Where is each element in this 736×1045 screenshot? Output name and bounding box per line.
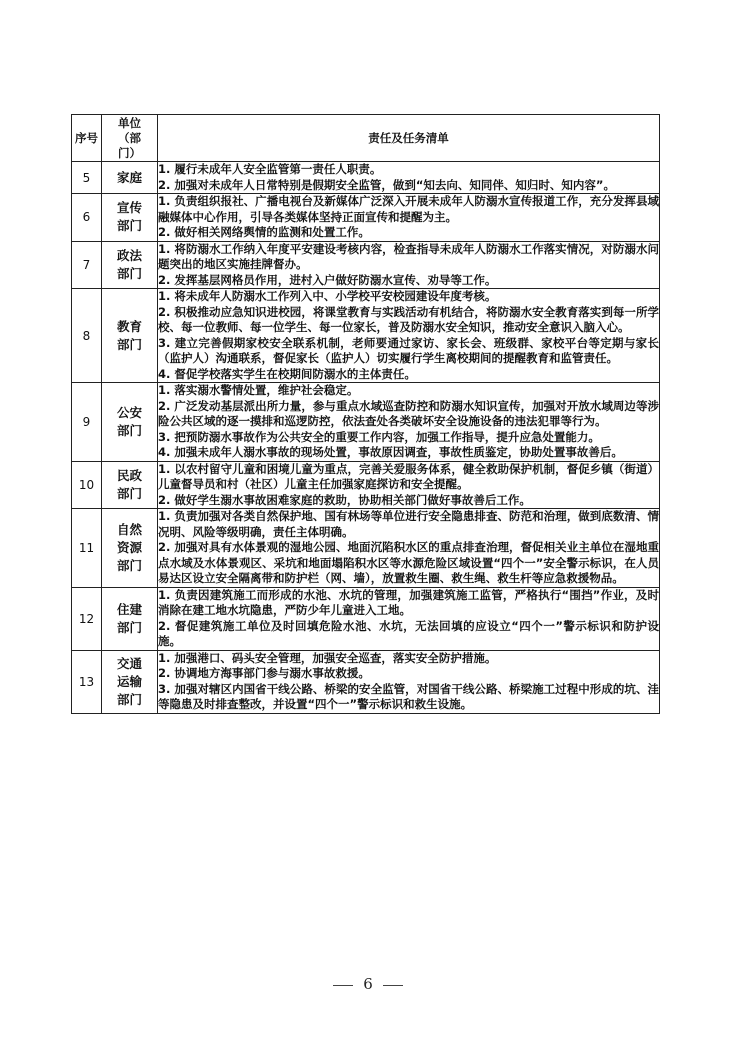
task-item: 2. 积极推动应急知识进校园，将课堂教育与实践活动有机结合，将防溺水安全教育落实到每一所学校、每一位教师、每一位学生、每一位家长，普及防溺水安全知识，推动安全意识入脑入心。 bbox=[158, 304, 659, 334]
row-seq: 6 bbox=[72, 194, 102, 242]
row-unit-label: 教育部门 bbox=[116, 318, 142, 352]
task-item: 1. 加强港口、码头安全管理，加强安全巡查，落实安全防护措施。 bbox=[158, 650, 497, 665]
row-unit-label: 自然资源部门 bbox=[116, 521, 142, 573]
task-item: 2. 广泛发动基层派出所力量，参与重点水域巡查防控和防溺水知识宣传，加强对开放水域周边等涉险公共区域的逐一摸排和巡逻防控，依法查处各类破坏安全设施设备的违法犯罪等行为。 bbox=[158, 398, 659, 428]
footer-dash-left bbox=[333, 985, 353, 986]
responsibility-table bbox=[71, 114, 660, 714]
row-tasks bbox=[158, 241, 660, 289]
task-item: 2. 加强对具有水体景观的湿地公园、地面沉陷积水区的重点排查治理，督促相关业主单位在湿地重点水域及水体景观区、采坑和地面塌陷积水区等水源危险区域设置“四个一”安全警示标识，在人员易达区设立安全隔离带和防护栏（网、墙），放置救生圈、救生绳、救生杆等应急救援物品。 bbox=[158, 540, 659, 585]
task-item: 3. 把预防溺水事故作为公共安全的重要工作内容，加强工作指导，提升应急处置能力。 bbox=[158, 429, 600, 444]
table-row bbox=[72, 289, 660, 383]
task-item: 4. 加强未成年人溺水事故的现场处置，事故原因调查，事故性质鉴定，协助处置事故善后。 bbox=[158, 445, 623, 459]
header-seq-label: 序号 bbox=[75, 130, 98, 145]
task-item: 1. 负责因建筑施工而形成的水池、水坑的管理，加强建筑施工监管，严格执行“围挡”作业，及时消除在建工地水坑隐患，严防少年儿童进入工地。 bbox=[158, 587, 659, 617]
table-row bbox=[72, 650, 660, 713]
row-seq: 7 bbox=[72, 241, 102, 289]
page-number: 6 bbox=[363, 975, 373, 993]
table-header-row bbox=[72, 115, 660, 162]
row-tasks bbox=[158, 194, 660, 242]
header-unit-label: 单位（部门） bbox=[118, 115, 141, 160]
row-unit-label: 公安部门 bbox=[116, 404, 142, 438]
row-unit bbox=[102, 509, 158, 588]
task-item: 3. 加强对辖区内国省干线公路、桥梁的安全监管，对国省干线公路、桥梁施工过程中形成的坑、洼等隐患及时排查整改，并设置“四个一”警示标识和救生设施。 bbox=[158, 681, 659, 711]
header-seq bbox=[72, 115, 102, 162]
row-seq: 12 bbox=[72, 587, 102, 650]
header-unit bbox=[102, 115, 158, 162]
page-footer bbox=[0, 975, 736, 993]
row-unit bbox=[102, 241, 158, 289]
row-tasks bbox=[158, 650, 660, 713]
row-seq: 9 bbox=[72, 383, 102, 462]
row-unit bbox=[102, 162, 158, 194]
row-unit bbox=[102, 194, 158, 242]
row-seq: 11 bbox=[72, 509, 102, 588]
row-unit-label: 政法部门 bbox=[116, 247, 142, 281]
row-seq: 13 bbox=[72, 650, 102, 713]
task-item: 1. 负责组织报社、广播电视台及新媒体广泛深入开展未成年人防溺水宣传报道工作，充分发挥县域融媒体中心作用，引导各类媒体坚持正面宣传和提醒为主。 bbox=[158, 194, 659, 224]
row-tasks bbox=[158, 509, 660, 588]
table-row bbox=[72, 162, 660, 194]
table-row bbox=[72, 587, 660, 650]
task-item: 2. 协调地方海事部门参与溺水事故救援。 bbox=[158, 666, 370, 680]
task-item: 2. 做好学生溺水事故困难家庭的救助，协助相关部门做好事故善后工作。 bbox=[158, 492, 531, 507]
row-unit-label: 宣传部门 bbox=[116, 200, 142, 234]
row-seq: 5 bbox=[72, 162, 102, 194]
row-unit bbox=[102, 461, 158, 509]
row-unit bbox=[102, 650, 158, 713]
task-item: 3. 建立完善假期家校安全联系机制，老师要通过家访、家长会、班级群、家校平台等定期与家长（监护人）沟通联系，督促家长（监护人）切实履行学生离校期间的提醒教育和监管责任。 bbox=[158, 335, 659, 365]
task-item: 1. 负责加强对各类自然保护地、国有林场等单位进行安全隐患排查、防范和治理，做到底数清、情况明、风险等级明确，责任主体明确。 bbox=[158, 509, 659, 539]
task-item: 1. 落实溺水警情处置，维护社会稳定。 bbox=[158, 383, 359, 397]
table-row bbox=[72, 383, 660, 462]
row-unit bbox=[102, 289, 158, 383]
header-tasks: 责任及任务清单 bbox=[158, 115, 660, 162]
footer-dash-right bbox=[383, 985, 403, 986]
task-item: 2. 发挥基层网格员作用，进村入户做好防溺水宣传、劝导等工作。 bbox=[158, 272, 497, 287]
row-unit-label: 家庭 bbox=[116, 169, 142, 185]
row-tasks bbox=[158, 289, 660, 383]
row-tasks bbox=[158, 383, 660, 462]
row-seq: 8 bbox=[72, 289, 102, 383]
task-item: 4. 督促学校落实学生在校期间防溺水的主体责任。 bbox=[158, 366, 416, 381]
task-item: 2. 做好相关网络舆情的监测和处置工作。 bbox=[158, 225, 370, 239]
task-item: 1. 履行未成年人安全监管第一责任人职责。 bbox=[158, 162, 382, 176]
row-unit-label: 住建部门 bbox=[116, 601, 142, 635]
row-unit bbox=[102, 383, 158, 462]
task-item: 2. 加强对未成年人日常特别是假期安全监管，做到“知去向、知同伴、知归时、知内容”。 bbox=[158, 177, 615, 192]
table-row bbox=[72, 461, 660, 509]
row-tasks bbox=[158, 461, 660, 509]
table-row bbox=[72, 194, 660, 242]
table-body bbox=[72, 162, 660, 714]
row-unit-label: 交通运输部门 bbox=[116, 655, 142, 707]
row-seq: 10 bbox=[72, 461, 102, 509]
task-item: 2. 督促建筑施工单位及时回填危险水池、水坑，无法回填的应设立“四个一”警示标识和防护设施。 bbox=[158, 618, 659, 648]
table-row bbox=[72, 241, 660, 289]
task-item: 1. 将未成年人防溺水工作列入中、小学校平安校园建设年度考核。 bbox=[158, 289, 497, 303]
row-unit-label: 民政部门 bbox=[116, 467, 142, 501]
task-item: 1. 以农村留守儿童和困境儿童为重点，完善关爱服务体系，健全救助保护机制，督促乡镇（街道）儿童督导员和村（社区）儿童主任加强家庭探访和安全提醒。 bbox=[158, 461, 659, 491]
row-tasks bbox=[158, 162, 660, 194]
row-tasks bbox=[158, 587, 660, 650]
row-unit bbox=[102, 587, 158, 650]
task-item: 1. 将防溺水工作纳入年度平安建设考核内容，检查指导未成年人防溺水工作落实情况，对防溺水问题突出的地区实施挂牌督办。 bbox=[158, 241, 659, 271]
table-row bbox=[72, 509, 660, 588]
